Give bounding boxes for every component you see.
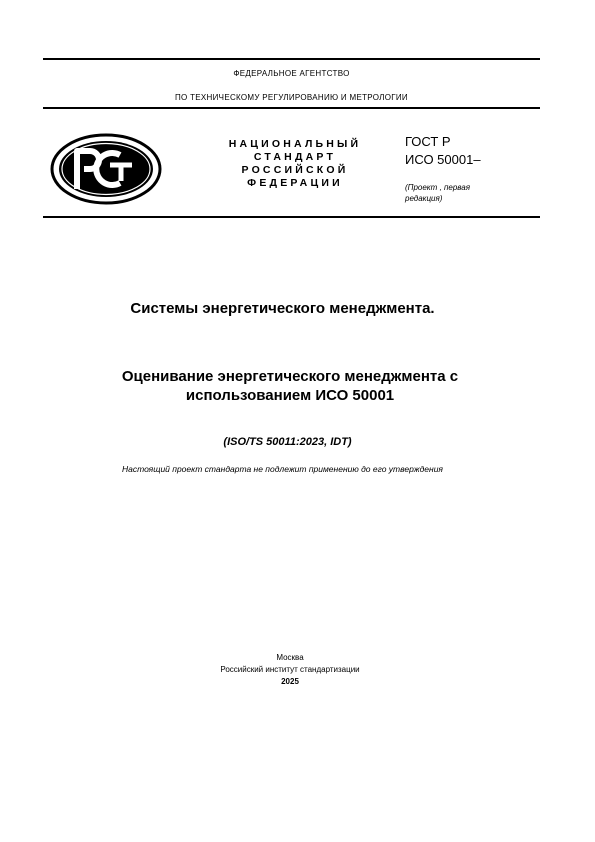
header-divider [43, 107, 540, 109]
national-standard-line: РОССИЙСКОЙ [241, 164, 349, 176]
national-standard-line: ФЕДЕРАЦИИ [247, 177, 343, 189]
agency-name-line-2: ПО ТЕХНИЧЕСКОМУ РЕГУЛИРОВАНИЮ И МЕТРОЛОГИИ [175, 93, 408, 102]
standard-code-line-1: ГОСТ Р [405, 134, 451, 149]
document-title-main: Системы энергетического менеджмента. [130, 300, 435, 317]
block-divider [43, 216, 540, 218]
imprint-year: 2025 [281, 677, 299, 686]
document-subtitle [0, 367, 580, 405]
imprint-block [190, 652, 390, 688]
imprint-city: Москва [276, 653, 304, 662]
agency-name-line-1: ФЕДЕРАЛЬНОЕ АГЕНТСТВО [233, 69, 350, 78]
imprint-publisher: Российский институт стандартизации [220, 665, 360, 674]
national-standard-line: СТАНДАРТ [253, 151, 337, 163]
rst-certification-mark-icon [50, 133, 162, 205]
standard-code [405, 133, 481, 169]
standard-code-line-2: ИСО 50001– [405, 152, 481, 167]
approval-note: Настоящий проект стандарта не подлежит применению до его утверждения [122, 464, 443, 474]
document-subtitle-line-2: использованием ИСО 50001 [185, 387, 395, 404]
national-standard-label [205, 138, 385, 190]
national-standard-line: НАЦИОНАЛЬНЫЙ [228, 138, 362, 150]
document-subtitle-line-1: Оценивание энергетического менеджмента с [121, 368, 459, 385]
draft-edition-note: (Проект , первая редакция) [405, 183, 471, 203]
iso-reference: (ISO/TS 50011:2023, IDT) [223, 436, 352, 448]
top-divider [43, 58, 540, 60]
